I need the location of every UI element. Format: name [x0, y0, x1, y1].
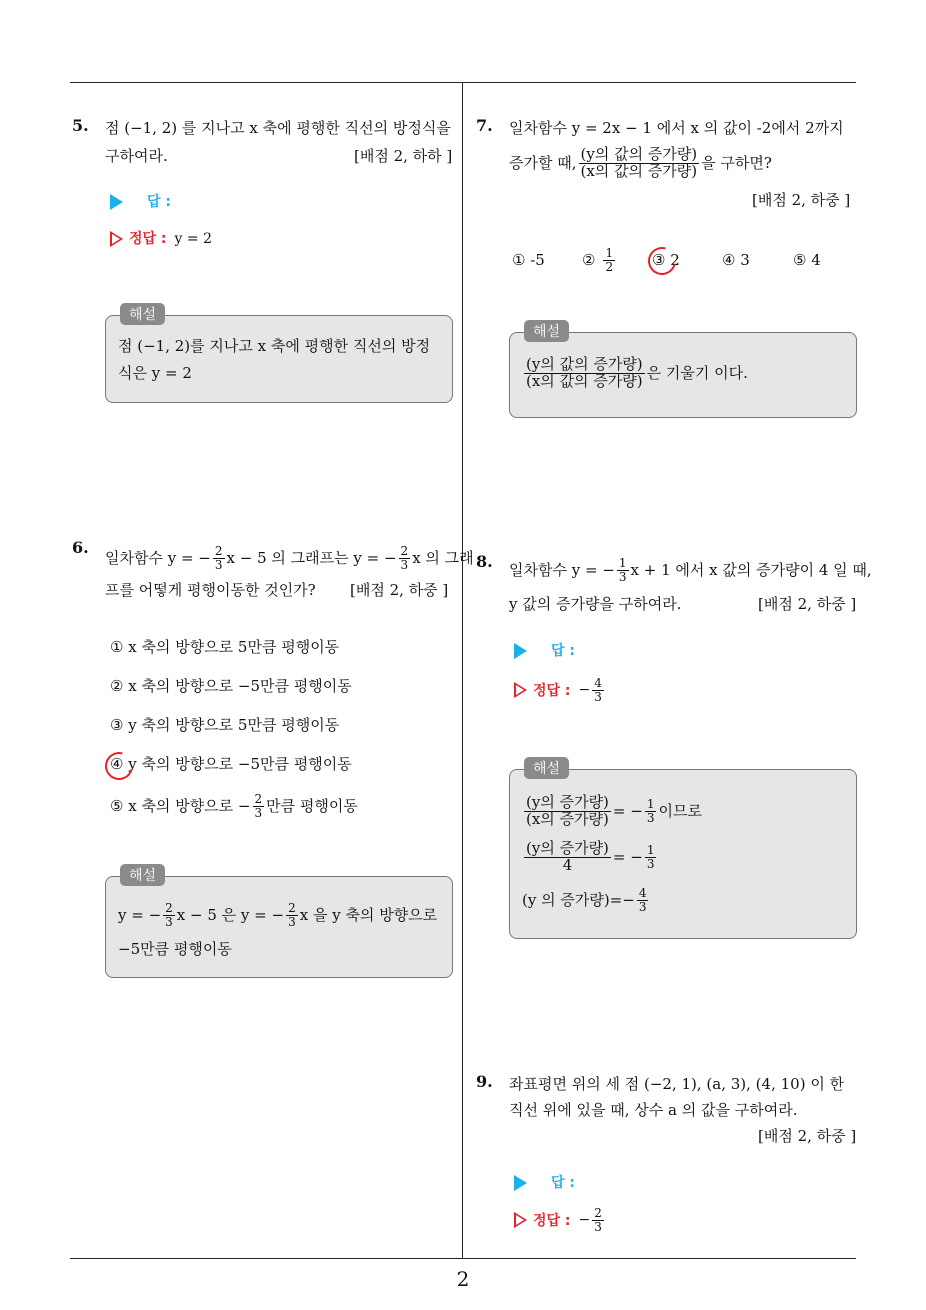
q5-exp-line1: 점 (−1, 2)를 지나고 x 축에 평행한 직선의 방정: [118, 337, 431, 355]
q8-exp-line1: $\frac{\text{(y의 증가량)}}{\text{(x의 증가량)}}$ = − $\frac{1}{3}$ 이므로: [526, 792, 702, 828]
q6-number: 6.: [72, 538, 89, 557]
q7-choice-1[interactable]: ① -5: [512, 251, 545, 269]
q7-choice-2[interactable]: ② $\frac{1}{2}$: [582, 245, 614, 274]
q8-text-line1: 일차함수 y = − $\frac{1}{3}$ x + 1 에서 x 값의 증가량이 4 일 때,: [509, 555, 872, 584]
q6-choice-5[interactable]: ⑤ x 축의 방향으로 − $\frac{2}{3}$ 만큼 평행이동: [110, 791, 358, 820]
q5-number: 5.: [72, 116, 89, 135]
q6-explanation-tag: 해설: [120, 864, 165, 886]
q6-score: [배점 2, 하중 ]: [350, 581, 449, 599]
q7-choice-5[interactable]: ⑤ 4: [793, 251, 821, 269]
q8-exp-line2: $\frac{\text{(y의 증가량)}}{4}$ = − $\frac{1}{3}$: [526, 838, 655, 874]
fraction: $\frac{2}{3}$: [165, 900, 173, 929]
q7-text-line2: 증가할 때, $\frac{\text{(y의 값의 증가량)}}{\text{(x의 값의 증가량)}}$ 을 구하면?: [509, 144, 772, 180]
q9-correct-label: 정답 : − $\frac{2}{3}$: [514, 1200, 606, 1240]
fraction: $\frac{2}{3}$: [400, 543, 409, 572]
fraction: $\frac{2}{3}$: [594, 1205, 602, 1234]
outline-triangle-icon: [514, 682, 527, 698]
q7-score: [배점 2, 하중 ]: [752, 191, 851, 209]
fraction: $\frac{2}{3}$: [288, 900, 296, 929]
q9-correct-value: − $\frac{2}{3}$: [578, 1205, 602, 1234]
q9-text-line1: 좌표평면 위의 세 점 (−2, 1), (a, 3), (4, 10) 이 한: [509, 1075, 845, 1093]
q5-answer-label: 답 :: [110, 191, 171, 211]
q9-number: 9.: [476, 1072, 493, 1091]
q6-choice-1[interactable]: ① x 축의 방향으로 5만큼 평행이동: [110, 638, 340, 656]
q5-score: [배점 2, 하하 ]: [354, 147, 453, 165]
q8-explanation-box: [509, 769, 857, 939]
play-icon: [110, 194, 123, 210]
q5-exp-line2: 식은 y = 2: [118, 364, 192, 382]
q7-exp-line1: $\frac{\text{(y의 값의 증가량)}}{\text{(x의 값의 증가량)}}$ 은 기울기 이다.: [526, 354, 748, 390]
fraction: $\frac{1}{3}$: [646, 796, 655, 825]
q8-score: [배점 2, 하중 ]: [758, 595, 857, 613]
q7-choice-3[interactable]: ③ 2: [652, 251, 680, 269]
bottom-rule: [70, 1258, 856, 1259]
fraction: $\frac{1}{2}$: [605, 245, 614, 274]
fraction: $\frac{2}{3}$: [214, 543, 223, 572]
q6-text-line1: 일차함수 y = − $\frac{2}{3}$ x − 5 의 그래프는 y = − $\frac{2}{3}$ x 의 그래: [105, 543, 474, 572]
page-number: 2: [456, 1267, 470, 1291]
q6-exp-line1: y = − $\frac{2}{3}$ x − 5 은 y = − $\frac{2}{3}$ x 을 y 축의 방향으로: [118, 900, 438, 929]
q6-text-line2: 프를 어떻게 평행이동한 것인가?: [105, 581, 316, 599]
q7-text-line1: 일차함수 y = 2x − 1 에서 x 의 값이 -2에서 2까지: [509, 119, 844, 137]
fraction: $\frac{\text{(y의 값의 증가량)}}{\text{(x의 값의 증가량)}}$: [526, 354, 643, 390]
q5-explanation-tag: 해설: [120, 303, 165, 325]
q8-correct-label: 정답 : − $\frac{4}{3}$: [514, 670, 606, 710]
fraction: $\frac{\text{(y의 증가량)}}{\text{(x의 증가량)}}$: [526, 792, 609, 828]
outline-triangle-icon: [514, 1212, 527, 1228]
q9-score: [배점 2, 하중 ]: [758, 1127, 857, 1145]
fraction: $\frac{\text{(y의 증가량)}}{4}$: [526, 838, 609, 874]
q5-text-line2: 구하여라.: [105, 147, 168, 165]
outline-triangle-icon: [110, 231, 123, 247]
q6-explanation-box: [105, 876, 453, 978]
q9-answer-label: 답 :: [514, 1172, 575, 1192]
fraction: $\frac{4}{3}$: [594, 675, 602, 704]
q7-choice-4[interactable]: ④ 3: [722, 251, 750, 269]
fraction: $\frac{1}{3}$: [618, 555, 627, 584]
q5-text-line1: 점 (−1, 2) 를 지나고 x 축에 평행한 직선의 방정식을: [105, 119, 451, 137]
q8-explanation-tag: 해설: [524, 757, 569, 779]
q5-correct-label: 정답 : y = 2: [110, 228, 212, 248]
q6-choice-3[interactable]: ③ y 축의 방향으로 5만큼 평행이동: [110, 716, 340, 734]
q8-correct-value: − $\frac{4}{3}$: [578, 675, 602, 704]
q8-text-line2: y 값의 증가량을 구하여라.: [509, 595, 682, 613]
fraction: $\frac{2}{3}$: [254, 791, 263, 820]
q8-answer-label: 답 :: [514, 640, 575, 660]
q6-choice-4[interactable]: ④ y 축의 방향으로 −5만큼 평행이동: [110, 755, 352, 773]
q6-choice-2[interactable]: ② x 축의 방향으로 −5만큼 평행이동: [110, 677, 352, 695]
column-divider: [462, 82, 463, 1259]
fraction: $\frac{4}{3}$: [638, 885, 647, 914]
q9-text-line2: 직선 위에 있을 때, 상수 a 의 값을 구하여라.: [509, 1101, 798, 1119]
fraction: $\frac{1}{3}$: [646, 842, 655, 871]
top-rule: [70, 82, 856, 83]
q7-selected-mark: [643, 242, 681, 280]
play-icon: [514, 1175, 527, 1191]
q8-number: 8.: [476, 552, 493, 571]
q6-exp-line2: −5만큼 평행이동: [118, 940, 232, 958]
q5-explanation-box: [105, 315, 453, 403]
q8-exp-line3: (y 의 증가량)=− $\frac{4}{3}$: [522, 885, 647, 914]
q7-explanation-tag: 해설: [524, 320, 569, 342]
fraction: $\frac{\text{(y의 값의 증가량)}}{\text{(x의 값의 증가량)}}$: [580, 144, 698, 180]
play-icon: [514, 643, 527, 659]
q7-number: 7.: [476, 116, 493, 135]
q7-explanation-box: [509, 332, 857, 418]
q5-correct-value: y = 2: [174, 231, 212, 247]
